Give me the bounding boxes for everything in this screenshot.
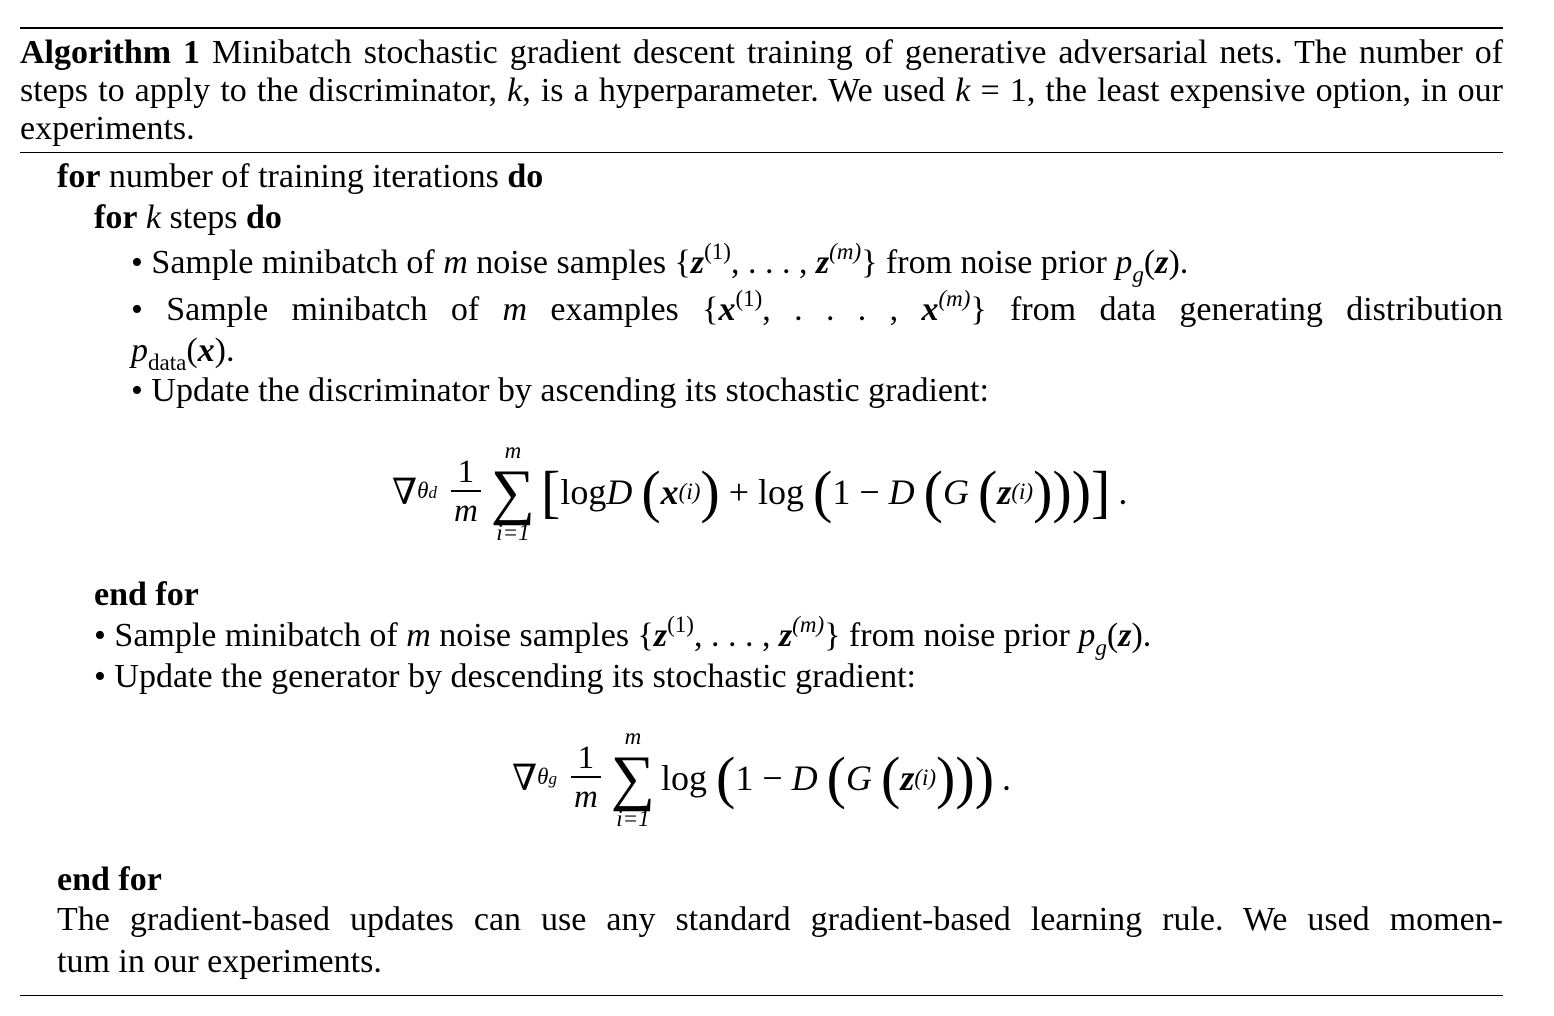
superscript: (m): [792, 612, 825, 637]
nabla-subscript: [537, 764, 557, 789]
paren: ): [936, 745, 956, 810]
disc-step-update: [131, 372, 989, 410]
math-eq-1: = 1: [970, 72, 1027, 109]
caption-text-1: Minibatch stochastic gradient descent training of generative adversarial nets. The number of: [212, 34, 1504, 71]
left-bracket: [: [541, 459, 561, 524]
superscript: (1): [667, 612, 694, 637]
math-z: z: [1155, 244, 1169, 281]
math-z: z: [900, 758, 915, 798]
text: Sample minibatch of: [142, 244, 444, 281]
text: (: [1143, 244, 1156, 281]
plus-log: + log: [719, 472, 814, 512]
math-D: D: [791, 758, 818, 798]
bottom-rule: [20, 995, 1503, 996]
math-z: z: [997, 472, 1012, 512]
ellipsis: , . . . ,: [730, 244, 816, 281]
denominator: m: [453, 493, 478, 529]
math-z: z: [1118, 617, 1132, 654]
paren: ): [700, 459, 720, 524]
text: noise samples {: [430, 617, 654, 654]
text: Update the discriminator by ascending its stochastic gradient:: [142, 372, 989, 409]
math-p: p: [1115, 244, 1133, 281]
math-z: z: [690, 244, 705, 281]
paren: ): [1033, 459, 1053, 524]
text: ).: [1131, 617, 1152, 654]
text: Sample minibatch of: [105, 617, 407, 654]
math-p: p: [1078, 617, 1096, 654]
text: noise samples {: [467, 244, 691, 281]
paren: ): [1052, 459, 1072, 524]
sigma-symbol: ∑: [490, 458, 535, 526]
math-x: x: [197, 332, 215, 369]
disc-step-sample-data-cont: [131, 332, 235, 375]
summation: [611, 725, 655, 831]
math-k: k: [955, 72, 971, 109]
disc-step-sample-noise: [131, 239, 1189, 287]
theta: θ: [417, 478, 429, 503]
disc-step-sample-data: [131, 286, 1504, 329]
paren: ): [1071, 459, 1092, 524]
gen-step-update: [94, 658, 916, 696]
inner-end-for: end for: [94, 576, 199, 613]
outer-for-line: [57, 158, 543, 196]
inner-for-line: [94, 199, 282, 237]
ellipsis: , . . . ,: [762, 291, 922, 328]
denominator: m: [573, 779, 598, 815]
sigma-symbol: ∑: [610, 744, 655, 812]
paren: (: [641, 459, 661, 524]
text: ).: [1168, 244, 1189, 281]
generator-gradient-equation: ∇ θg $\frac{1}{m}$ m ∑ i=1 log ( 1 − D ( G ( z (i) ) ) ) .: [512, 724, 1012, 831]
right-bracket: ]: [1091, 459, 1111, 524]
text: } from data generating distribution: [970, 291, 1504, 328]
math-x: x: [660, 472, 679, 512]
paren: ): [974, 745, 995, 810]
numerator: 1: [457, 454, 475, 490]
summation: [491, 439, 535, 545]
text: (: [1106, 617, 1119, 654]
outer-end-for: end for: [57, 861, 162, 898]
text: Sample minibatch of: [142, 291, 503, 328]
math-D: D: [888, 472, 915, 512]
math-p: p: [131, 332, 148, 369]
paren: (: [880, 745, 901, 810]
theta-subscript: g: [548, 769, 557, 788]
math-m: m: [502, 291, 528, 328]
paren: (: [716, 745, 736, 810]
superscript: (1): [735, 286, 763, 311]
bullet: •: [131, 372, 143, 409]
text: examples {: [527, 291, 719, 328]
sum-upper: m: [624, 724, 642, 749]
math-x: x: [718, 291, 736, 328]
numerator: 1: [577, 740, 595, 776]
nabla-subscript: [417, 478, 437, 503]
bullet: •: [94, 617, 106, 654]
text: Update the generator by descending its stochastic gradient:: [105, 658, 916, 695]
math-G: G: [845, 758, 872, 798]
math-m: m: [443, 244, 468, 281]
bullet: •: [131, 244, 143, 281]
top-rule: [20, 27, 1503, 29]
log: log: [661, 758, 717, 798]
sum-upper: m: [504, 438, 522, 463]
superscript: (m): [829, 239, 862, 264]
caption-line-2: [20, 72, 1503, 110]
keyword-do: do: [246, 199, 282, 236]
subscript: data: [148, 350, 187, 375]
period: .: [1002, 758, 1012, 798]
ellipsis: , . . . ,: [693, 617, 779, 654]
keyword-do: do: [507, 158, 544, 195]
period: .: [1118, 472, 1128, 512]
theta-subscript: d: [428, 483, 437, 502]
nabla-symbol: ∇: [392, 472, 418, 512]
caption-rule: [20, 152, 1503, 153]
superscript: (1): [704, 239, 731, 264]
caption-line-3: experiments.: [20, 110, 195, 147]
math-z: z: [815, 244, 830, 281]
sum-lower: i=1: [616, 806, 650, 831]
one-minus: 1 −: [832, 472, 889, 512]
bullet: •: [94, 658, 106, 695]
text: } from noise prior: [861, 244, 1116, 281]
keyword-for: for: [57, 158, 101, 195]
log: log: [560, 472, 607, 512]
caption-text-2c: , the least expensive option, in our: [1026, 72, 1503, 109]
gen-step-sample-noise: [94, 612, 1152, 660]
fraction: [571, 740, 601, 816]
sum-lower: i=1: [496, 520, 530, 545]
math-m: m: [406, 617, 431, 654]
algorithm-label: Algorithm 1: [20, 34, 201, 71]
discriminator-gradient-equation: ∇ θd $\frac{1}{m}$ m ∑ i=1 [ log D ( x (i) ) + log ( 1 − D ( G ( z (i) ) ) ) ] .: [392, 438, 1128, 545]
footer-line-1: The gradient-based updates can use any standard gradient-based learning rule. We used momen-: [57, 901, 1503, 938]
paren: ): [955, 745, 975, 810]
outer-for-text: number of training iterations: [100, 158, 508, 195]
paren: (: [826, 745, 846, 810]
math-z: z: [653, 617, 668, 654]
caption-text-2b: , is a hyperparameter. We used: [522, 72, 956, 109]
caption-text-2a: steps to apply to the discriminator,: [20, 72, 508, 109]
text: (: [186, 332, 198, 369]
math-k: k: [145, 199, 162, 236]
nabla-symbol: ∇: [512, 758, 538, 798]
math-D: D: [606, 472, 633, 512]
keyword-for: for: [94, 199, 138, 236]
inner-for-text: steps: [161, 199, 247, 236]
paren: (: [923, 459, 943, 524]
superscript: (m): [938, 286, 971, 311]
subscript: g: [1095, 635, 1107, 660]
math-z: z: [778, 617, 793, 654]
math-k: k: [507, 72, 523, 109]
fraction: [451, 454, 481, 530]
bullet: •: [131, 291, 143, 328]
theta: θ: [537, 764, 549, 789]
text: } from noise prior: [824, 617, 1079, 654]
text: ).: [214, 332, 235, 369]
one-minus: 1 −: [735, 758, 792, 798]
subscript: g: [1132, 262, 1144, 287]
paren: (: [813, 459, 833, 524]
math-x: x: [921, 291, 939, 328]
footer-line-2: tum in our experiments.: [57, 943, 382, 980]
caption-line-1: [20, 34, 1503, 72]
math-G: G: [943, 472, 969, 512]
paren: (: [978, 459, 998, 524]
